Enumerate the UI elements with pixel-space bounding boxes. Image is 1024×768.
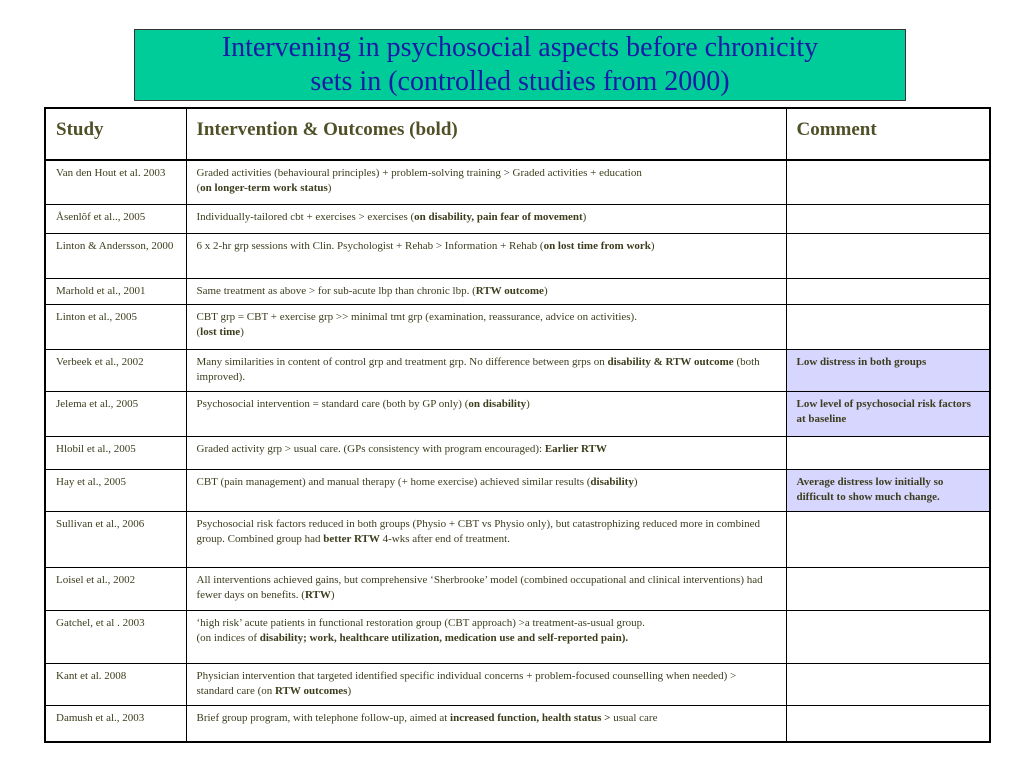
intervention-text: CBT grp = CBT + exercise grp >> minimal tmt grp (examination, reassurance, advice on activities). xyxy=(196,310,637,323)
intervention-text: Individually-tailored cbt + exercises > exercises ( xyxy=(196,210,415,223)
intervention-text: ) xyxy=(347,684,352,697)
intervention-cell xyxy=(186,278,786,304)
intervention-text: All interventions achieved gains, but comprehensive ‘Sherbrooke’ model (combined occupational and clinical interventions) had fewer days on benefits. ( xyxy=(196,573,763,601)
header-comment: Comment xyxy=(786,108,990,160)
intervention-cell xyxy=(186,567,786,610)
table-header-row xyxy=(45,108,990,160)
table-row xyxy=(45,663,990,705)
table-row xyxy=(45,349,990,391)
intervention-cell xyxy=(186,469,786,511)
comment-cell xyxy=(786,663,990,705)
study-cell: Damush et al., 2003 xyxy=(45,705,186,742)
study-cell: Loisel et al., 2002 xyxy=(45,567,186,610)
intervention-text: CBT (pain management) and manual therapy (+ home exercise) achieved similar results ( xyxy=(196,475,591,488)
comment-cell xyxy=(786,278,990,304)
intervention-text: ) xyxy=(633,475,638,488)
intervention-text: Psychosocial risk factors reduced in both groups (Physio + CBT vs Physio only), but catastrophizing reduced more in combined group. Combined group had xyxy=(196,517,761,545)
outcome-bold: disability xyxy=(590,475,634,488)
outcome-bold: on disability, pain fear of movement xyxy=(414,210,583,223)
study-cell: Linton et al., 2005 xyxy=(45,304,186,349)
outcome-bold: disability; work, healthcare utilization, medication use and self-reported pain). xyxy=(259,631,629,644)
outcome-bold: increased function, health status > xyxy=(450,711,614,724)
intervention-text: (on indices of xyxy=(196,631,260,644)
intervention-text: Same treatment as above > for sub-acute lbp than chronic lbp. ( xyxy=(196,284,476,297)
intervention-text: ) xyxy=(650,239,655,252)
intervention-text: ( xyxy=(196,182,201,194)
comment-cell xyxy=(786,160,990,204)
intervention-text: ) xyxy=(526,397,530,410)
title-line-1: Intervening in psychosocial aspects before chronicity xyxy=(221,32,819,63)
comment-cell: Average distress low initially so difficult to show much change. xyxy=(786,469,990,511)
study-cell: Van den Hout et al. 2003 xyxy=(45,160,186,204)
intervention-text: Graded activity grp > usual care. (GPs consistency with program encouraged): xyxy=(196,442,545,455)
comment-cell xyxy=(786,304,990,349)
title-line-2: sets in (controlled studies from 2000) xyxy=(310,66,730,97)
study-cell: Hlobil et al., 2005 xyxy=(45,436,186,469)
intervention-text: usual care xyxy=(613,711,658,724)
title-banner xyxy=(134,29,906,101)
comment-cell xyxy=(786,610,990,663)
comment-cell xyxy=(786,567,990,610)
study-cell: Gatchel, et al . 2003 xyxy=(45,610,186,663)
header-intervention: Intervention & Outcomes (bold) xyxy=(186,108,786,160)
intervention-text: 6 x 2-hr grp sessions with Clin. Psychologist + Rehab > Information + Rehab ( xyxy=(196,239,544,252)
outcome-bold: disability & RTW outcome xyxy=(607,355,734,368)
intervention-text: ) xyxy=(582,210,587,223)
table-row xyxy=(45,705,990,742)
study-cell: Sullivan et al., 2006 xyxy=(45,511,186,567)
intervention-text: ) xyxy=(240,325,244,338)
intervention-cell xyxy=(186,436,786,469)
intervention-cell xyxy=(186,160,786,204)
comment-cell xyxy=(786,204,990,233)
intervention-text: ( xyxy=(196,325,201,338)
table-row xyxy=(45,436,990,469)
intervention-text: ) xyxy=(543,284,548,297)
intervention-cell xyxy=(186,349,786,391)
outcome-bold: Earlier RTW xyxy=(544,442,607,455)
study-cell: Kant et al. 2008 xyxy=(45,663,186,705)
intervention-text: (both improved). xyxy=(196,355,760,383)
intervention-text: ‘high risk’ acute patients in functional restoration group (CBT approach) >a treatment-as-usual group. xyxy=(196,616,645,629)
outcome-bold: better RTW xyxy=(323,532,380,545)
outcome-bold: on disability xyxy=(468,397,527,410)
intervention-text: Graded activities (behavioural principles) + problem-solving training > Graded activities + education xyxy=(196,167,642,179)
intervention-text: 4-wks after end of treatment. xyxy=(379,532,510,545)
comment-cell xyxy=(786,233,990,278)
intervention-text: Many similarities in content of control grp and treatment grp. No difference between grps on xyxy=(196,355,608,368)
intervention-cell xyxy=(186,204,786,233)
study-cell: Hay et al., 2005 xyxy=(45,469,186,511)
table-row xyxy=(45,278,990,304)
intervention-cell xyxy=(186,304,786,349)
intervention-cell xyxy=(186,663,786,705)
study-cell: Verbeek et al., 2002 xyxy=(45,349,186,391)
table-row xyxy=(45,567,990,610)
comment-cell xyxy=(786,511,990,567)
table-row xyxy=(45,511,990,567)
outcome-bold: RTW outcome xyxy=(475,284,544,297)
intervention-text: ) xyxy=(330,588,335,601)
study-cell: Linton & Andersson, 2000 xyxy=(45,233,186,278)
study-cell: Marhold et al., 2001 xyxy=(45,278,186,304)
comment-cell: Low distress in both groups xyxy=(786,349,990,391)
intervention-cell xyxy=(186,233,786,278)
table-row xyxy=(45,233,990,278)
outcome-bold: RTW xyxy=(304,588,331,601)
intervention-cell xyxy=(186,705,786,742)
intervention-text: Physician intervention that targeted identified specific individual concerns + problem-focused counselling when needed) > standard care (on xyxy=(196,669,737,697)
table-row xyxy=(45,204,990,233)
table-row xyxy=(45,391,990,436)
table-body xyxy=(45,160,990,742)
studies-table xyxy=(44,107,991,743)
outcome-bold: on lost time from work xyxy=(543,239,651,252)
intervention-cell xyxy=(186,610,786,663)
comment-cell xyxy=(786,705,990,742)
intervention-cell xyxy=(186,511,786,567)
outcome-bold: RTW outcomes xyxy=(275,684,348,697)
intervention-text: ) xyxy=(327,182,332,194)
intervention-cell xyxy=(186,391,786,436)
table-row xyxy=(45,160,990,204)
comment-cell xyxy=(786,436,990,469)
study-cell: Jelema et al., 2005 xyxy=(45,391,186,436)
study-cell: Åsenlõf et al.., 2005 xyxy=(45,204,186,233)
header-study: Study xyxy=(45,108,186,160)
comment-cell: Low level of psychosocial risk factors at baseline xyxy=(786,391,990,436)
intervention-text: Brief group program, with telephone follow-up, aimed at xyxy=(196,711,451,724)
intervention-text: Psychosocial intervention = standard care (both by GP only) ( xyxy=(196,397,469,410)
table-row xyxy=(45,610,990,663)
table-row xyxy=(45,469,990,511)
outcome-bold: lost time xyxy=(200,325,241,338)
table-row xyxy=(45,304,990,349)
outcome-bold: on longer-term work status xyxy=(200,182,328,194)
